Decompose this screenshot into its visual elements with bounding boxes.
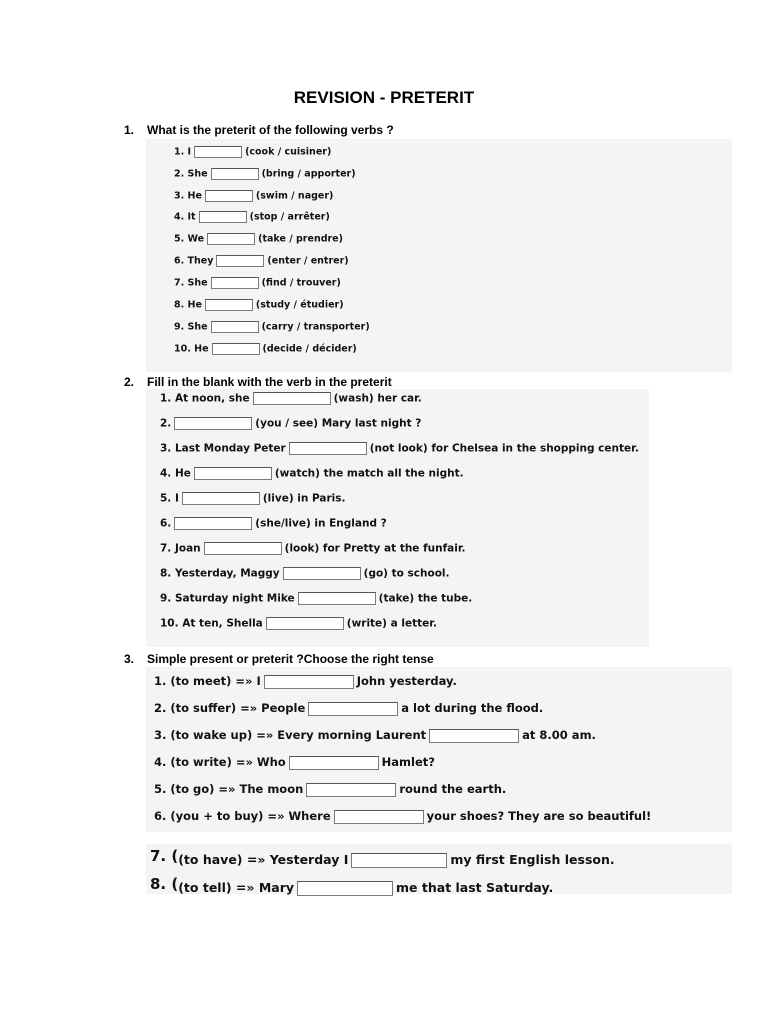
answer-input[interactable] (297, 881, 393, 896)
answer-input[interactable] (211, 277, 259, 289)
section-2-exercise (146, 389, 649, 647)
section-3-number: 3. (124, 652, 135, 666)
answer-input[interactable] (174, 517, 252, 530)
answer-input[interactable] (199, 211, 247, 223)
list-item: 9. She (carry / transporter) (174, 321, 370, 333)
list-item: 1. At noon, she (wash) her car. (160, 392, 422, 405)
answer-input[interactable] (289, 442, 367, 455)
answer-input[interactable] (351, 853, 447, 868)
list-item: 8. He (study / étudier) (174, 299, 344, 311)
list-item: 2. She (bring / apporter) (174, 168, 356, 180)
answer-input[interactable] (298, 592, 376, 605)
answer-input[interactable] (306, 783, 396, 797)
answer-input[interactable] (211, 321, 259, 333)
answer-input[interactable] (264, 675, 354, 689)
answer-input[interactable] (308, 702, 398, 716)
section-2-number: 2. (124, 375, 135, 389)
section-1-heading-text: What is the preterit of the following verbs ? (147, 123, 394, 137)
list-item: 4. He (watch) the match all the night. (160, 467, 464, 480)
answer-input[interactable] (194, 467, 272, 480)
answer-input[interactable] (211, 168, 259, 180)
list-item: 6. (you + to buy) =» Where your shoes? They are so beautiful! (154, 809, 652, 823)
list-item: 2. (to suffer) =» People a lot during the flood. (154, 701, 544, 715)
section-3-heading-text: Simple present or preterit ?Choose the right tense (147, 652, 434, 666)
answer-input[interactable] (283, 567, 361, 580)
list-item: 3. (to wake up) =» Every morning Laurent at 8.00 am. (154, 728, 596, 742)
list-item: 3. Last Monday Peter (not look) for Chelsea in the shopping center. (160, 442, 639, 455)
list-item: 4. (to write) =» Who Hamlet? (154, 755, 435, 769)
answer-input[interactable] (253, 392, 331, 405)
section-1-number: 1. (124, 123, 135, 137)
section-2-heading-text: Fill in the blank with the verb in the preterit (147, 375, 392, 389)
list-item: 7. ((to have) =» Yesterday I my first English lesson. (150, 847, 615, 867)
list-item: 6. They (enter / entrer) (174, 255, 349, 267)
answer-input[interactable] (429, 729, 519, 743)
section-3-heading (124, 652, 434, 666)
list-item: 5. I (live) in Paris. (160, 492, 346, 505)
answer-input[interactable] (216, 255, 264, 267)
section-1-exercise (146, 139, 732, 372)
list-item: 7. She (find / trouver) (174, 277, 341, 289)
list-item: 2. (you / see) Mary last night ? (160, 417, 422, 430)
answer-input[interactable] (204, 542, 282, 555)
answer-input[interactable] (266, 617, 344, 630)
answer-input[interactable] (207, 233, 255, 245)
list-item: 3. He (swim / nager) (174, 190, 334, 202)
answer-input[interactable] (205, 190, 253, 202)
list-item: 1. (to meet) =» I John yesterday. (154, 674, 457, 688)
list-item: 8. Yesterday, Maggy (go) to school. (160, 567, 450, 580)
list-item: 4. It (stop / arrêter) (174, 211, 330, 223)
list-item: 8. ((to tell) =» Mary me that last Saturday. (150, 875, 554, 895)
answer-input[interactable] (194, 146, 242, 158)
list-item: 1. I (cook / cuisiner) (174, 146, 332, 158)
list-item: 10. He (decide / décider) (174, 343, 357, 355)
list-item: 10. At ten, Shella (write) a letter. (160, 617, 437, 630)
answer-input[interactable] (174, 417, 252, 430)
section-1-heading (124, 123, 394, 137)
list-item: 5. (to go) =» The moon round the earth. (154, 782, 507, 796)
list-item: 9. Saturday night Mike (take) the tube. (160, 592, 473, 605)
answer-input[interactable] (212, 343, 260, 355)
answer-input[interactable] (334, 810, 424, 824)
section-2-heading (124, 375, 392, 389)
list-item: 6. (she/live) in England ? (160, 517, 387, 530)
page-title: REVISION - PRETERIT (293, 88, 475, 107)
section-3-exercise-continued (146, 844, 732, 894)
list-item: 7. Joan (look) for Pretty at the funfair. (160, 542, 466, 555)
section-3-exercise (146, 667, 732, 832)
list-item: 5. We (take / prendre) (174, 233, 343, 245)
answer-input[interactable] (182, 492, 260, 505)
answer-input[interactable] (205, 299, 253, 311)
answer-input[interactable] (289, 756, 379, 770)
